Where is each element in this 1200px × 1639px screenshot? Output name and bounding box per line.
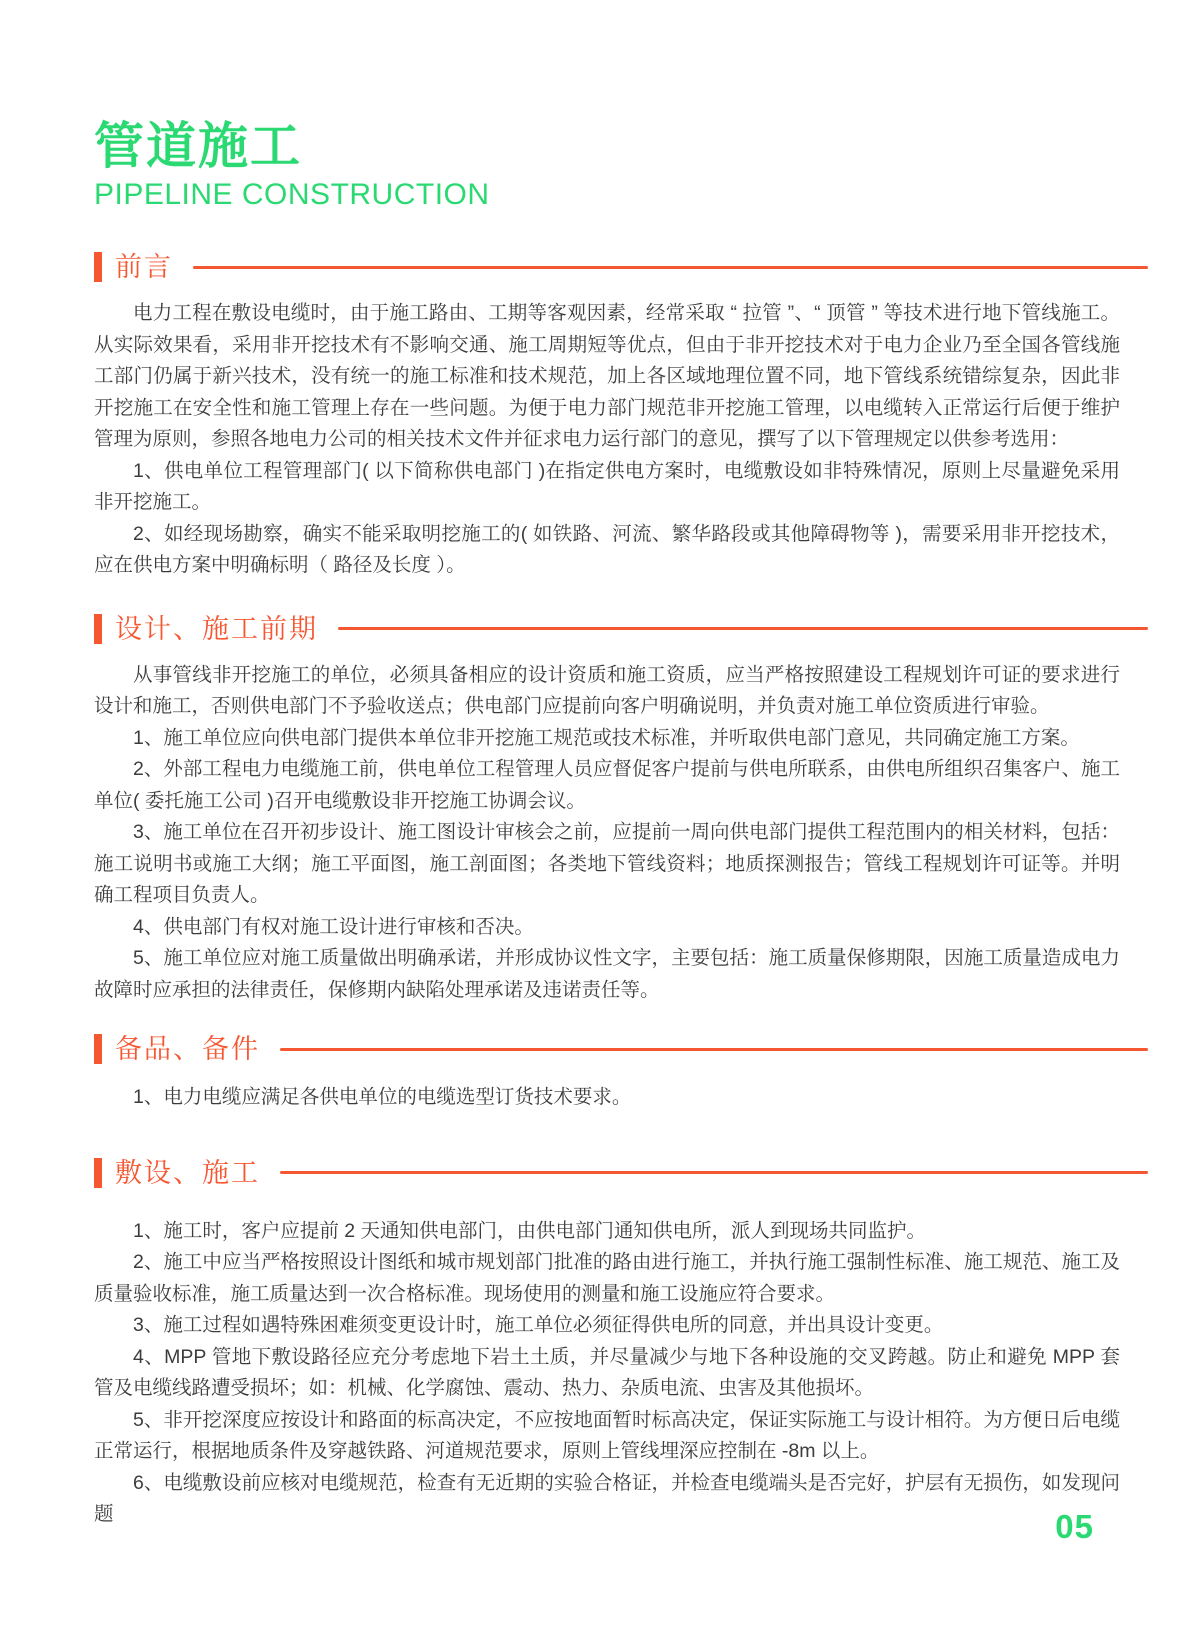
paragraph: 3、施工过程如遇特殊困难须变更设计时，施工单位必须征得供电所的同意，并出具设计变更。 xyxy=(133,1314,944,1336)
section-body xyxy=(94,660,1148,1007)
paragraph: 1、施工单位应向供电部门提供本单位非开挖施工规范或技术标准，并听取供电部门意见，共同确定施工方案。 xyxy=(133,726,1080,749)
paragraph: 从事管线非开挖施工的单位，必须具备相应的设计资质和施工资质，应当严格按照建设工程规划许可证的要求进行设计和施工，否则供电部门不予验收送点；供电部门应提前向客户明确说明，并负责对施工单位资质进行审验。 xyxy=(94,663,1120,717)
paragraph: 3、施工单位在召开初步设计、施工图设计审核会之前，应提前一周向供电部门提供工程范围内的相关材料，包括：施工说明书或施工大纲；施工平面图，施工剖面图；各类地下管线资料；地质探测报告；管线工程规划许可证等。并明确工程项目负责人。 xyxy=(94,821,1120,906)
section-heading: 敷设、施工 xyxy=(115,1157,260,1188)
section-body xyxy=(94,298,1148,582)
section-header xyxy=(94,250,1148,284)
section-header xyxy=(94,1156,1148,1190)
paragraph: 4、MPP 管地下敷设路径应充分考虑地下岩土土质，并尽量减少与地下各种设施的交叉跨越。防止和避免 MPP 套管及电缆线路遭受损坏；如：机械、化学腐蚀、震动、热力、杂质电流、虫害及其他损坏。 xyxy=(94,1345,1120,1399)
paragraph: 5、施工单位应对施工质量做出明确承诺，并形成协议性文字，主要包括：施工质量保修期限，因施工质量造成电力故障时应承担的法律责任，保修期内缺陷处理承诺及违诺责任等。 xyxy=(94,947,1120,1001)
section-marker-bar xyxy=(94,1034,102,1064)
paragraph: 1、施工时，客户应提前 2 天通知供电部门，由供电部门通知供电所，派人到现场共同监护。 xyxy=(133,1219,927,1242)
paragraph: 2、外部工程电力电缆施工前，供电单位工程管理人员应督促客户提前与供电所联系，由供电所组织召集客户、施工单位( 委托施工公司 )召开电缆敷设非开挖施工协调会议。 xyxy=(94,758,1120,812)
section-heading: 前言 xyxy=(115,252,173,282)
section-laying-construction xyxy=(94,1156,1148,1531)
paragraph: 2、施工中应当严格按照设计图纸和城市规划部门批准的路由进行施工，并执行施工强制性标准、施工规范、施工及质量验收标准，施工质量达到一次合格标准。现场使用的测量和施工设施应符合要求。 xyxy=(94,1251,1120,1305)
section-foreword xyxy=(94,250,1148,582)
paragraph: 电力工程在敷设电缆时，由于施工路由、工期等客观因素，经常采取 “ 拉管 ”、“ 顶管 ” 等技术进行地下管线施工。从实际效果看，采用非开挖技术有不影响交通、施工周期短等优点，但由于非开挖技术对于电力企业乃至全国各管线施工部门仍属于新兴技术，没有统一的施工标准和技术规范，加上各区域地理位置不同，地下管线系统错综复杂，因此非开挖施工在安全性和施工管理上存在一些问题。为便于电力部门规范非开挖施工管理，以电缆转入正常运行后便于维护管理为原则，参照各地电力公司的相关技术文件并征求电力运行部门的意见，撰写了以下管理规定以供参考选用： xyxy=(94,302,1120,450)
section-rule xyxy=(280,1048,1148,1051)
section-header xyxy=(94,1032,1148,1066)
section-heading: 备品、备件 xyxy=(115,1034,260,1064)
paragraph: 1、供电单位工程管理部门( 以下简称供电部门 )在指定供电方案时，电缆敷设如非特殊情况，原则上尽量避免采用非开挖施工。 xyxy=(94,459,1120,513)
page-number: 05 xyxy=(1055,1508,1094,1545)
section-marker-bar xyxy=(94,252,102,282)
section-header xyxy=(94,612,1148,646)
section-marker-bar xyxy=(94,614,102,644)
paragraph: 6、电缆敷设前应核对电缆规范，检查有无近期的实验合格证，并检查电缆端头是否完好，护层有无损伤，如发现问题 xyxy=(94,1471,1120,1525)
section-rule xyxy=(193,266,1148,269)
section-rule xyxy=(280,1171,1148,1174)
section-body xyxy=(94,1082,1148,1114)
paragraph: 5、非开挖深度应按设计和路面的标高决定，不应按地面暂时标高决定，保证实际施工与设计相符。为方便日后电缆正常运行，根据地质条件及穿越铁路、河道规范要求，原则上管线埋深应控制在 -8m 以上。 xyxy=(94,1408,1120,1462)
paragraph: 4、供电部门有权对施工设计进行审核和否决。 xyxy=(133,915,534,938)
page-title: 管道施工 xyxy=(94,118,302,174)
section-body xyxy=(94,1216,1148,1531)
section-marker-bar xyxy=(94,1158,102,1188)
section-spare-parts xyxy=(94,1032,1148,1114)
title-block xyxy=(94,0,1148,212)
section-design-preconstruction xyxy=(94,612,1148,1007)
paragraph: 1、电力电缆应满足各供电单位的电缆选型订货技术要求。 xyxy=(133,1086,632,1108)
paragraph: 2、如经现场勘察，确实不能采取明挖施工的( 如铁路、河流、繁华路段或其他障碍物等 )，需要采用非开挖技术，应在供电方案中明确标明（ 路径及长度 ）。 xyxy=(94,522,1120,576)
section-rule xyxy=(338,627,1148,630)
section-heading: 设计、施工前期 xyxy=(115,613,318,644)
page-subtitle: PIPELINE CONSTRUCTION xyxy=(94,178,490,211)
